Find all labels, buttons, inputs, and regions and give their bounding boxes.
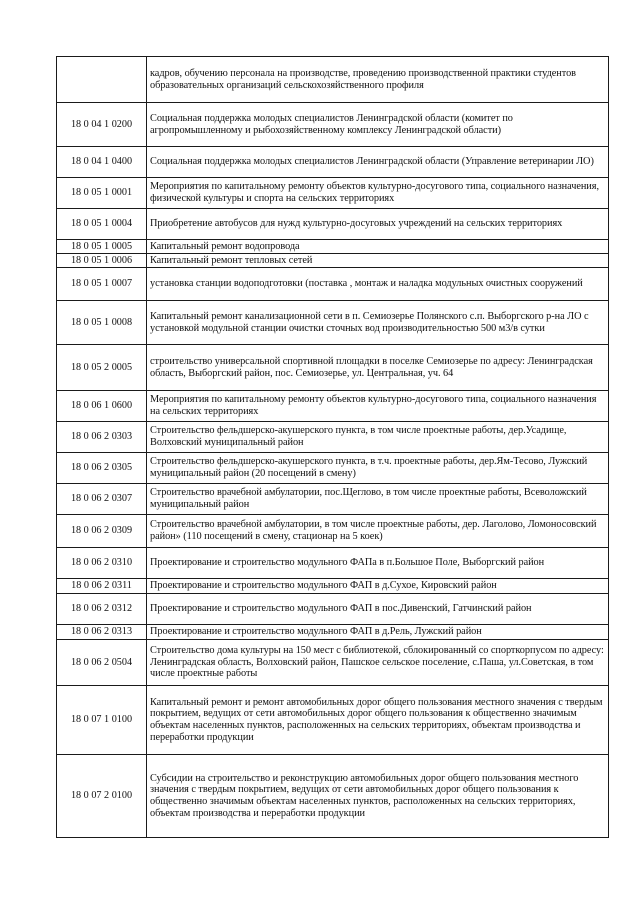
budget-code-cell: 18 0 05 1 0005 [57,240,147,254]
table-row [57,453,609,484]
budget-code-cell: 18 0 06 2 0311 [57,579,147,594]
budget-code-cell: 18 0 06 2 0313 [57,625,147,640]
expense-name-cell: Проектирование и строительство модульного ФАП в пос.Дивенский, Гатчинский район [147,594,609,625]
table-row [57,640,609,686]
table-row [57,57,609,103]
table-row [57,240,609,254]
expense-name-cell: кадров, обучению персонала на производстве, проведению производственной практики студентов образовательных организаций сельскохозяйственного профиля [147,57,609,103]
table-row [57,579,609,594]
expense-name-cell: строительство универсальной спортивной площадки в поселке Семиозерье по адресу: Ленинградская область, Выборгский район, пос. Семиозерье, ул. Центральная, уч. 64 [147,345,609,391]
budget-code-cell: 18 0 06 2 0309 [57,515,147,548]
expense-name-cell: Строительство фельдшерско-акушерского пункта, в т.ч. проектные работы, дер.Ям-Тесово, Лужский муниципальный район (20 посещений в смену) [147,453,609,484]
table-body [57,57,609,838]
table-row [57,422,609,453]
budget-code-cell: 18 0 05 1 0008 [57,301,147,345]
expense-name-cell: Строительство врачебной амбулатории, пос.Щеглово, в том числе проектные работы, Всеволожский муниципальный район [147,484,609,515]
budget-code-cell: 18 0 06 2 0303 [57,422,147,453]
budget-code-cell: 18 0 06 2 0310 [57,548,147,579]
budget-code-cell: 18 0 05 1 0001 [57,178,147,209]
expense-name-cell: Капитальный ремонт и ремонт автомобильных дорог общего пользования местного значения с твердым покрытием, ведущих от сети автомобильных дорог общего пользования к общественно значимым объектам населенных пунктов, расположенных на сельских территориях, объектам производства и переработки продукции [147,686,609,755]
table-row [57,254,609,268]
expense-name-cell: Строительство фельдшерско-акушерского пункта, в том числе проектные работы, дер.Усадище, Волховский муниципальный район [147,422,609,453]
budget-code-cell: 18 0 06 1 0600 [57,391,147,422]
budget-code-cell: 18 0 04 1 0200 [57,103,147,147]
budget-code-cell: 18 0 06 2 0312 [57,594,147,625]
budget-classification-table [56,56,609,838]
budget-code-cell: 18 0 06 2 0504 [57,640,147,686]
expense-name-cell: Социальная поддержка молодых специалистов Ленинградской области (Управление ветеринарии ЛО) [147,147,609,178]
expense-name-cell: Мероприятия по капитальному ремонту объектов культурно-досугового типа, социального назначения на сельских территориях [147,391,609,422]
budget-code-cell: 18 0 07 2 0100 [57,755,147,838]
table-row [57,594,609,625]
expense-name-cell: Строительство врачебной амбулатории, в том числе проектные работы, дер. Лаголово, Ломоносовский район» (110 посещений в смену, стационар на 5 коек) [147,515,609,548]
budget-code-cell [57,57,147,103]
table-row [57,147,609,178]
expense-name-cell: Капитальный ремонт тепловых сетей [147,254,609,268]
table-row [57,209,609,240]
table-row [57,345,609,391]
expense-name-cell: установка станции водоподготовки (поставка , монтаж и наладка модульных очистных сооружений [147,268,609,301]
budget-code-cell: 18 0 05 1 0006 [57,254,147,268]
budget-code-cell: 18 0 05 1 0004 [57,209,147,240]
budget-code-cell: 18 0 06 2 0305 [57,453,147,484]
expense-name-cell: Проектирование и строительство модульного ФАП в д.Сухое, Кировский район [147,579,609,594]
budget-code-cell: 18 0 04 1 0400 [57,147,147,178]
expense-name-cell: Мероприятия по капитальному ремонту объектов культурно-досугового типа, социального назначения, физической культуры и спорта на сельских территориях [147,178,609,209]
expense-name-cell: Социальная поддержка молодых специалистов Ленинградской области (комитет по агропромышленному и рыбохозяйственному комплексу Ленинградской области) [147,103,609,147]
budget-code-cell: 18 0 05 1 0007 [57,268,147,301]
expense-name-cell: Капитальный ремонт канализационной сети в п. Семиозерье Полянского с.п. Выборгского р-на ЛО с установкой модульной станции очистки сточных вод производительностью 500 м3/в сутки [147,301,609,345]
table-row [57,515,609,548]
expense-name-cell: Капитальный ремонт водопровода [147,240,609,254]
table-row [57,391,609,422]
expense-name-cell: Строительство дома культуры на 150 мест с библиотекой, сблокированный со спорткорпусом по адресу: Ленинградская область, Волховский район, Пашское сельское поселение, с.Паша, ул.Советская, в том числе проектные работы [147,640,609,686]
table-row [57,301,609,345]
expense-name-cell: Проектирование и строительство модульного ФАПа в п.Большое Поле, Выборгский район [147,548,609,579]
table-row [57,625,609,640]
table-row [57,268,609,301]
budget-code-cell: 18 0 05 2 0005 [57,345,147,391]
expense-name-cell: Проектирование и строительство модульного ФАП в д.Рель, Лужский район [147,625,609,640]
budget-code-cell: 18 0 06 2 0307 [57,484,147,515]
table-row [57,686,609,755]
table-row [57,484,609,515]
table-row [57,548,609,579]
expense-name-cell: Субсидии на строительство и реконструкцию автомобильных дорог общего пользования местного значения с твердым покрытием, ведущих от сети автомобильных дорог общего пользования к общественно значимым объектам населенных пунктов, расположенных на сельских территориях, объектам производства и переработки продукции [147,755,609,838]
table-row [57,103,609,147]
expense-name-cell: Приобретение автобусов для нужд культурно-досуговых учреждений на сельских территориях [147,209,609,240]
table-row [57,178,609,209]
table-row [57,755,609,838]
budget-code-cell: 18 0 07 1 0100 [57,686,147,755]
